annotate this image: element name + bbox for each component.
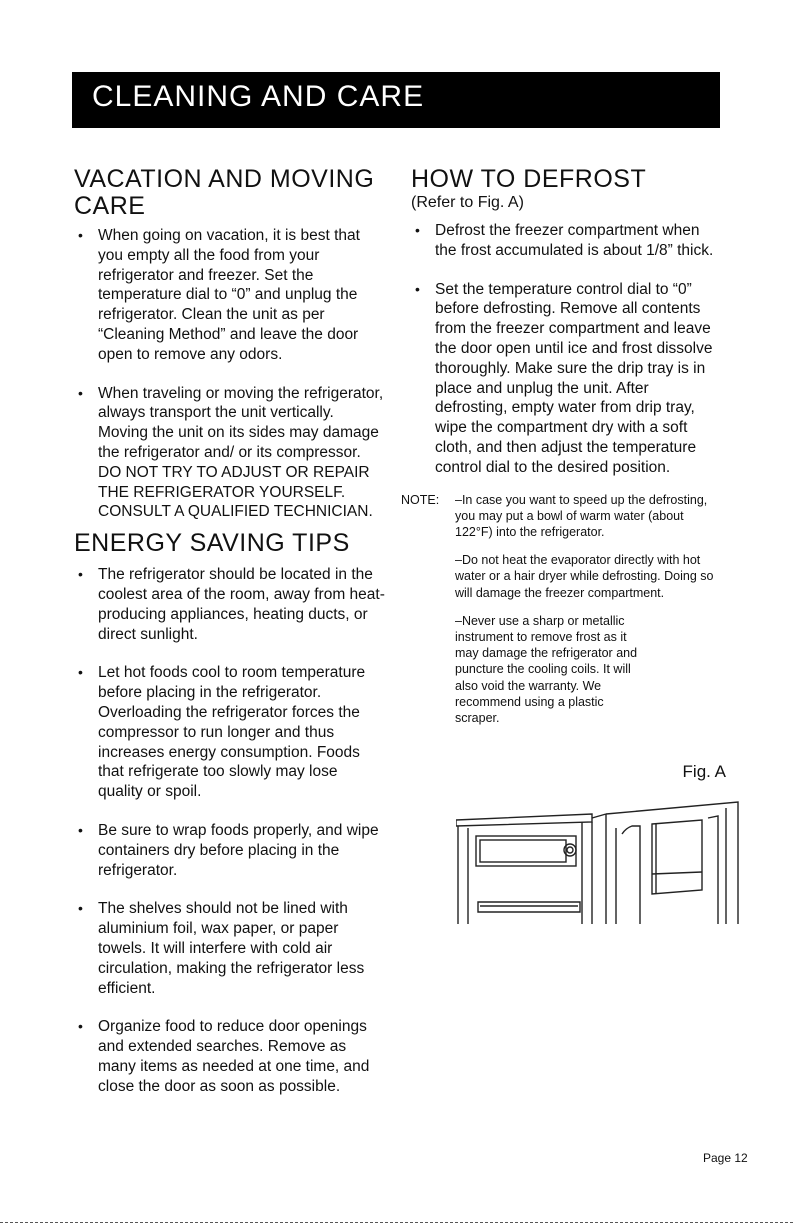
vacation-heading: VACATION AND MOVING CARE [74,165,375,220]
note-label: NOTE: [401,492,440,507]
drip-tray [478,902,580,912]
energy-list [74,565,386,1096]
list-item: • Organize food to reduce door openings and extended searches. Remove as many items as needed at one time, and close the door as soon as possible. [74,1017,386,1096]
list-item: • The refrigerator should be located in the coolest area of the room, away from heat-producing appliances, heating ducts, or direct sunlight. [74,565,386,644]
freezer-inner [480,840,566,862]
defrost-list [411,221,721,478]
right-column [401,165,721,738]
list-item: • The shelves should not be lined with aluminium foil, wax paper, or paper towels. It will interfere with cold air circulation, making the refrigerator less efficient. [74,899,386,998]
section-banner [72,72,720,128]
note-item: –Do not heat the evaporator directly with hot water or a hair dryer while defrosting. Doing so will damage the freezer compartment. [455,553,714,600]
list-item: • Defrost the freezer compartment when the frost accumulated is about 1/8” thick. [411,221,721,261]
bottom-divider [0,1222,793,1223]
vacation-list [74,226,386,522]
fig-a [456,762,742,924]
note-item: –In case you want to speed up the defrosting, you may put a bowl of warm water (about 122°F) into the refrigerator. [455,492,708,539]
list-item: • Set the temperature control dial to “0” before defrosting. Remove all contents from the freezer compartment and leave the door open until ice and frost dissolve thoroughly. Make sure the drip tray is in place and unplug the unit. After defrosting, empty water from drip tray, wipe the compartment dry with a soft cloth, and then adjust the temperature control dial to the desired position. [411,280,721,478]
list-item: • When traveling or moving the refrigerator, always transport the unit vertically. Moving the unit on its sides may damage the refrigerator and/ or its compressor. DO NOT TRY TO ADJUST OR REPAIR THE REFRIGERATOR YOURSELF. CONSULT A QUALIFIED TECHNICIAN. [74,384,386,523]
list-item: • Be sure to wrap foods properly, and wipe containers dry before placing in the refrigerator. [74,821,386,880]
page-number: Page 12 [703,1151,748,1165]
figure-reference: (Refer to Fig. A) [411,194,524,211]
list-item: • When going on vacation, it is best that you empty all the food from your refrigerator and freezer. Set the temperature dial to “0” and unplug the refrigerator. Clean the unit as per “Cleaning Method” and leave the door open to remove any odors. [74,226,386,365]
section-title: CLEANING AND CARE [92,80,425,113]
energy-heading: ENERGY SAVING TIPS [74,529,350,558]
fig-label: Fig. A [682,762,726,781]
door-hinge [592,814,606,818]
list-item: • Let hot foods cool to room temperature before placing in the refrigerator. Overloading the refrigerator forces the compressor to run longer and thus increases energy consumption. Foods that refrigerate too slowly may lose quality or spoil. [74,663,386,802]
refrigerator-drawing [456,762,742,924]
note-item: –Never use a sharp or metallic instrument to remove frost as it may damage the refrigerator and puncture the cooling coils. It will also void the warranty. We recommend using a plastic scraper. [455,613,638,725]
defrost-heading: HOW TO DEFROST [411,165,647,193]
cabinet-top [456,814,592,826]
left-column [74,166,386,1096]
door-gasket [622,826,640,924]
door-shelf [652,820,702,894]
note-block [401,492,721,727]
